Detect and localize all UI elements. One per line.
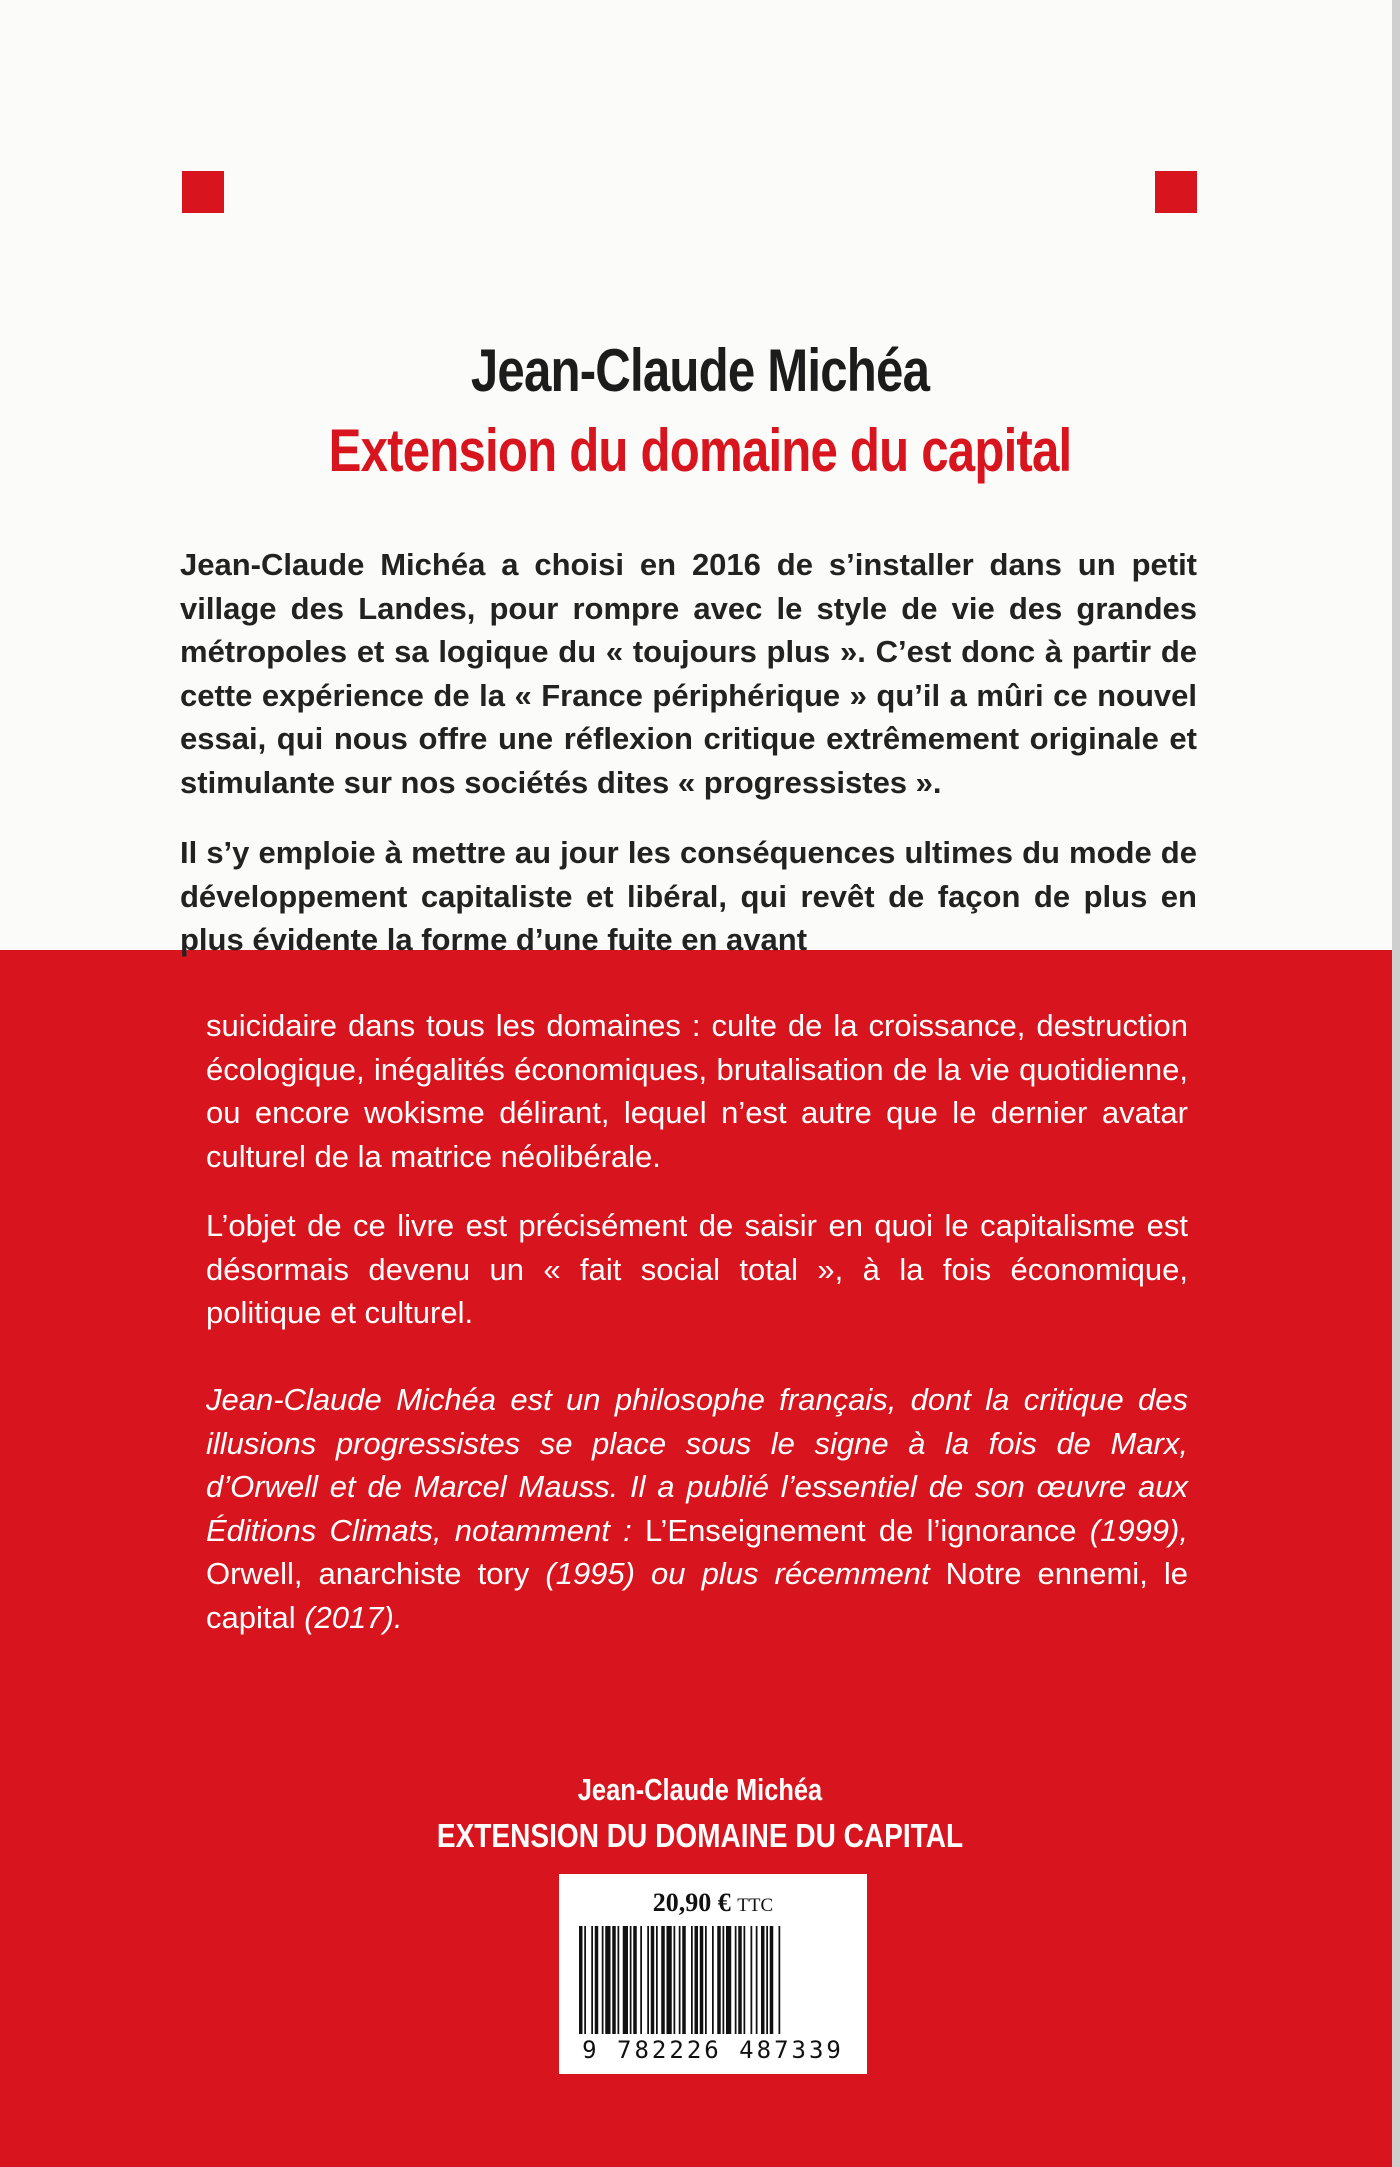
barcode-bar <box>584 1926 586 2034</box>
bio-work-1: L’Enseignement de l’ignorance <box>644 1512 1077 1548</box>
bio-work-2: Orwell, anarchiste tory <box>206 1556 530 1591</box>
barcode-bar <box>735 1926 737 2034</box>
blurb-paragraph-3: suicidaire dans tous les domaines : culte de la croissance, destruction écologique, inégalités économiques, brutalisation de la vie quotidienne, ou encore wokisme délirant, lequel n’est autre que le dernier avatar culturel de la matrice néolibérale. <box>206 1008 1188 1174</box>
barcode-bar <box>738 1926 742 2034</box>
barcode-bar <box>630 1926 632 2034</box>
barcode-bar <box>651 1926 655 2034</box>
barcode-bar <box>612 1926 616 2034</box>
blurb-paragraph-2: Il s’y emploie à mettre au jour les conséquences ultimes du mode de développement capitaliste et libéral, qui revêt de façon de plus en plus évidente la forme d’une fuite en avant <box>180 835 1197 957</box>
footer-author: Jean-Claude Michéa <box>577 1772 823 1807</box>
barcode-bar <box>656 1926 658 2034</box>
barcode-label <box>559 1874 867 2074</box>
tax-label: TTC <box>737 1895 774 1916</box>
author-name: Jean-Claude Michéa <box>470 337 930 404</box>
author-bio <box>206 1378 1188 1639</box>
bio-text-2: (1999), <box>1089 1512 1188 1548</box>
barcode-bar <box>723 1926 725 2034</box>
barcode-bar <box>682 1926 686 2034</box>
barcode-bar <box>712 1926 714 2034</box>
blurb-paragraph-1: Jean-Claude Michéa a choisi en 2016 de s’installer dans un petit village des Landes, pour rompre avec le style de vie des grandes métropoles et sa logique du « toujours plus ». C’est donc à partir de cette expérience de la « France périphérique » qu’il a mûri ce nouvel essai, qui nous offre une réflexion critique extrêmement originale et stimulante sur nos sociétés dites « progressistes ». <box>180 547 1197 800</box>
barcode-bar <box>705 1926 707 2034</box>
barcode-bar <box>700 1926 704 2034</box>
barcode-bar <box>661 1926 665 2034</box>
barcode-bar <box>674 1926 676 2034</box>
barcode-bar <box>623 1926 628 2034</box>
barcode-bar <box>766 1926 768 2034</box>
barcode-bar <box>761 1926 765 2034</box>
red-square-ornament-left <box>182 171 224 213</box>
bio-work-3: Notre ennemi, le capital <box>206 1556 1189 1635</box>
bio-text-3: (1995) ou plus récemment <box>545 1556 930 1591</box>
barcode-bar <box>691 1926 693 2034</box>
barcode-bar <box>779 1926 781 2034</box>
barcode-bar <box>667 1926 672 2034</box>
barcode-bar <box>679 1926 681 2034</box>
red-square-ornament-right <box>1155 171 1197 213</box>
bio-text-1: Jean-Claude Michéa est un philosophe français, dont la critique des illusions progressistes se place sous le signe à la fois de Marx, d’Orwell et de Marcel Mauss. Il a publié l’essentiel de son œuvre aux Éditions Climats, notamment : <box>206 1382 1188 1548</box>
price-line <box>559 1888 867 1918</box>
barcode-bars <box>577 1926 849 2034</box>
barcode-bar <box>595 1926 599 2034</box>
barcode-bar <box>605 1926 610 2034</box>
barcode-bar <box>717 1926 721 2034</box>
isbn-digits: 9 782226 487339 <box>582 2036 844 2064</box>
barcode-bar <box>591 1926 593 2034</box>
barcode-bar <box>602 1926 604 2034</box>
cover-edge <box>1392 0 1400 2167</box>
barcode-bar <box>726 1926 731 2034</box>
barcode-bar <box>618 1926 620 2034</box>
bio-text-4: (2017). <box>304 1599 403 1635</box>
barcode-bar <box>751 1926 753 2034</box>
barcode-bar <box>695 1926 699 2034</box>
barcode-bar <box>756 1926 758 2034</box>
barcode-bar <box>633 1926 637 2034</box>
book-title: Extension du domaine du capital <box>328 417 1072 484</box>
barcode-bar <box>744 1926 746 2034</box>
blurb-paragraph-4: L’objet de ce livre est précisément de saisir en quoi le capitalisme est désormais devenu un « fait social total », à la fois économique, politique et culturel. <box>206 1208 1188 1330</box>
barcode-bar <box>770 1926 774 2034</box>
barcode-bar <box>579 1926 583 2034</box>
barcode-bar <box>647 1926 649 2034</box>
barcode-bar <box>640 1926 642 2034</box>
price-value: 20,90 € <box>652 1888 731 1917</box>
footer-title: EXTENSION DU DOMAINE DU CAPITAL <box>436 1817 964 1854</box>
